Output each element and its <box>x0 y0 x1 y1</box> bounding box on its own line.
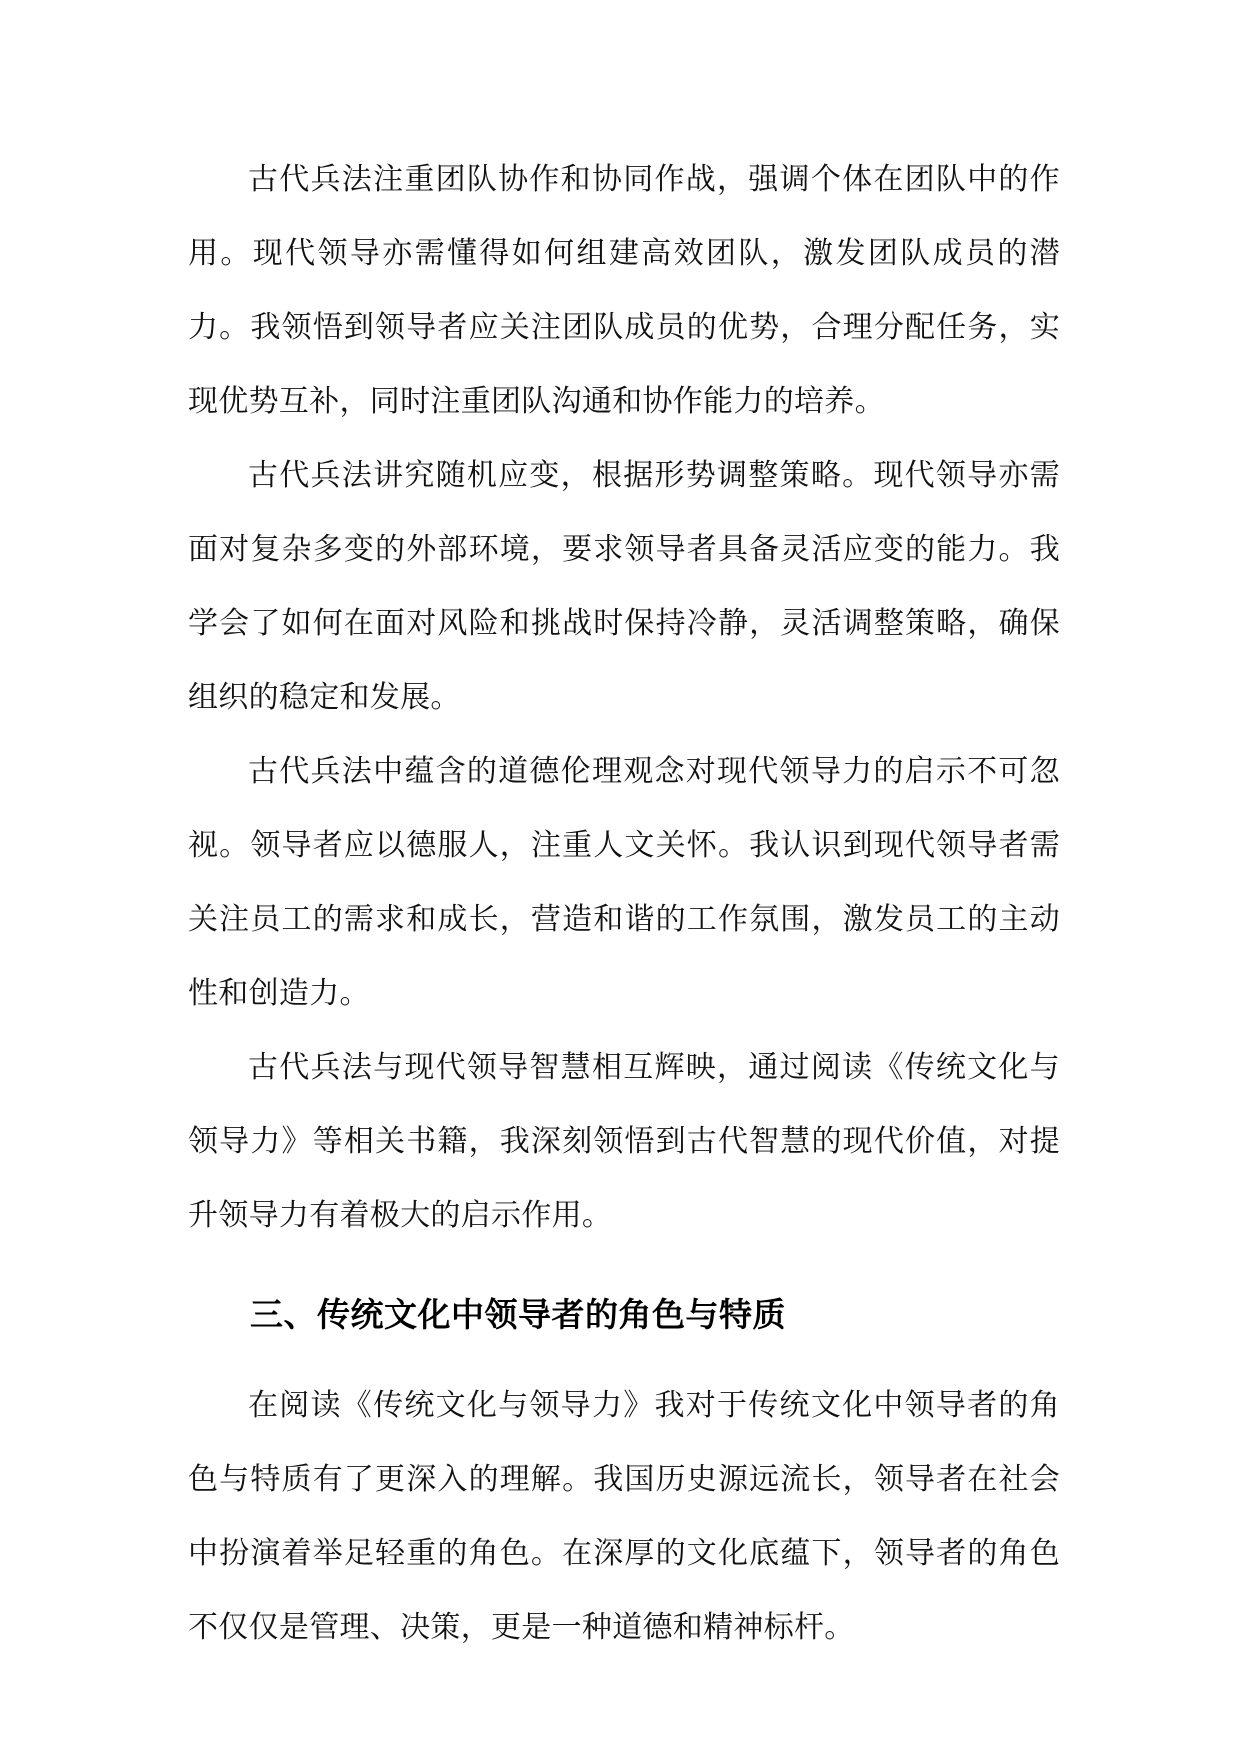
paragraph-summary: 古代兵法与现代领导智慧相互辉映，通过阅读《传统文化与领导力》等相关书籍，我深刻领悟到古代智慧的现代价值，对提升领导力有着极大的启示作用。 <box>188 1050 1060 1233</box>
paragraph-team-collaboration: 古代兵法注重团队协作和协同作战，强调个体在团队中的作用。现代领导亦需懂得如何组建高效团队，激发团队成员的潜力。我领悟到领导者应关注团队成员的优势，合理分配任务，实现优势互补，同时注重团队沟通和协作能力的培养。 <box>188 162 1060 419</box>
paragraph-ethics: 古代兵法中蕴含的道德伦理观念对现代领导力的启示不可忽视。领导者应以德服人，注重人文关怀。我认识到现代领导者需关注员工的需求和成长，营造和谐的工作氛围，激发员工的主动性和创造力。 <box>188 754 1060 1011</box>
section-heading: 三、传统文化中领导者的角色与特质 <box>250 1295 786 1334</box>
paragraph-leader-role: 在阅读《传统文化与领导力》我对于传统文化中领导者的角色与特质有了更深入的理解。我国历史源远流长，领导者在社会中扮演着举足轻重的角色。在深厚的文化底蕴下，领导者的角色不仅仅是管理、决策，更是一种道德和精神标杆。 <box>188 1388 1060 1645</box>
paragraph-adaptability: 古代兵法讲究随机应变，根据形势调整策略。现代领导亦需面对复杂多变的外部环境，要求领导者具备灵活应变的能力。我学会了如何在面对风险和挑战时保持冷静，灵活调整策略，确保组织的稳定和发展。 <box>188 458 1060 715</box>
document-body <box>188 143 1060 1665</box>
